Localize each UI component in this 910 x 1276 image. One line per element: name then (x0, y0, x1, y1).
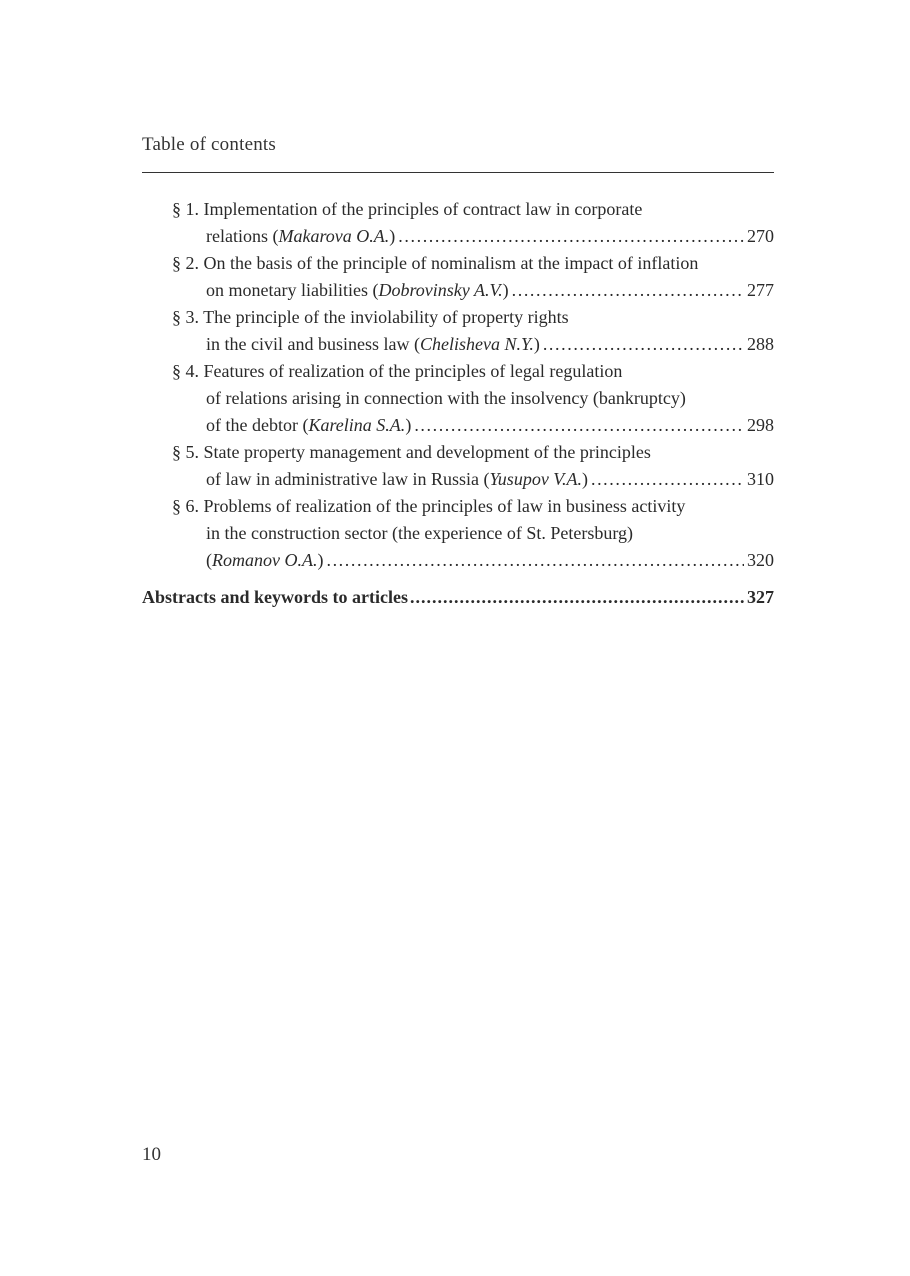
toc-entry-author: Dobrovinsky A.V. (378, 280, 503, 300)
toc-entry-text: ) (389, 226, 396, 246)
dot-leader (410, 584, 745, 611)
toc-entry-text: in the civil and business law ( (206, 334, 420, 354)
toc-entry-page: 288 (747, 334, 774, 354)
toc-entry-author: Chelisheva N.Y. (419, 334, 534, 354)
toc-entry-page: 277 (747, 280, 774, 300)
toc-entry-text: of the debtor ( (206, 415, 309, 435)
toc-entry-page: 320 (747, 550, 774, 570)
toc-entry-author: Makarova O.A. (278, 226, 390, 246)
dot-leader (326, 547, 744, 574)
toc-entry-text: ( (206, 550, 212, 570)
toc-entry-title-line: § 2. On the basis of the principle of nominalism at the impact of inflation (172, 253, 699, 273)
toc-entry-1[interactable] (142, 196, 774, 250)
table-of-contents (142, 196, 774, 611)
toc-entry-title-line: of relations arising in connection with the insolvency (bankruptcy) (206, 388, 686, 408)
dot-leader (398, 223, 744, 250)
toc-entry-author: Yusupov V.A. (489, 469, 582, 489)
toc-entry-4[interactable] (142, 358, 774, 439)
dot-leader (512, 277, 744, 304)
running-head: Table of contents (142, 134, 276, 155)
dot-leader (591, 466, 744, 493)
toc-entry-label: Abstracts and keywords to articles (142, 587, 408, 607)
toc-entry-3[interactable] (142, 304, 774, 358)
toc-entry-text: of law in administrative law in Russia ( (206, 469, 490, 489)
toc-entry-title-line: § 5. State property management and development of the principles (172, 442, 651, 462)
toc-entry-title-line: § 3. The principle of the inviolability of property rights (172, 307, 569, 327)
toc-entry-text: relations ( (206, 226, 279, 246)
toc-entry-5[interactable] (142, 439, 774, 493)
dot-leader (414, 412, 744, 439)
toc-entry-title-line: § 1. Implementation of the principles of contract law in corporate (172, 199, 643, 219)
toc-entry-author: Karelina S.A. (308, 415, 406, 435)
toc-entry-text: ) (533, 334, 540, 354)
toc-entry-page: 310 (747, 469, 774, 489)
toc-entry-title-line: in the construction sector (the experience of St. Petersburg) (206, 523, 634, 543)
toc-entry-author: Romanov O.A. (212, 550, 318, 570)
toc-entry-text: ) (317, 550, 324, 570)
toc-entry-abstracts[interactable] (142, 584, 774, 611)
header-rule (142, 172, 774, 173)
toc-entry-text: ) (405, 415, 412, 435)
toc-entry-page: 270 (747, 226, 774, 246)
toc-entry-text: ) (502, 280, 509, 300)
toc-entry-page: 327 (747, 587, 774, 607)
toc-entry-6[interactable] (142, 493, 774, 574)
toc-entry-text: ) (581, 469, 588, 489)
toc-entry-text: on monetary liabilities ( (206, 280, 379, 300)
toc-entry-2[interactable] (142, 250, 774, 304)
toc-entry-title-line: § 4. Features of realization of the principles of legal regulation (172, 361, 623, 381)
toc-entry-page: 298 (747, 415, 774, 435)
page-number: 10 (142, 1144, 161, 1165)
toc-entry-title-line: § 6. Problems of realization of the principles of law in business activity (172, 496, 686, 516)
dot-leader (543, 331, 744, 358)
